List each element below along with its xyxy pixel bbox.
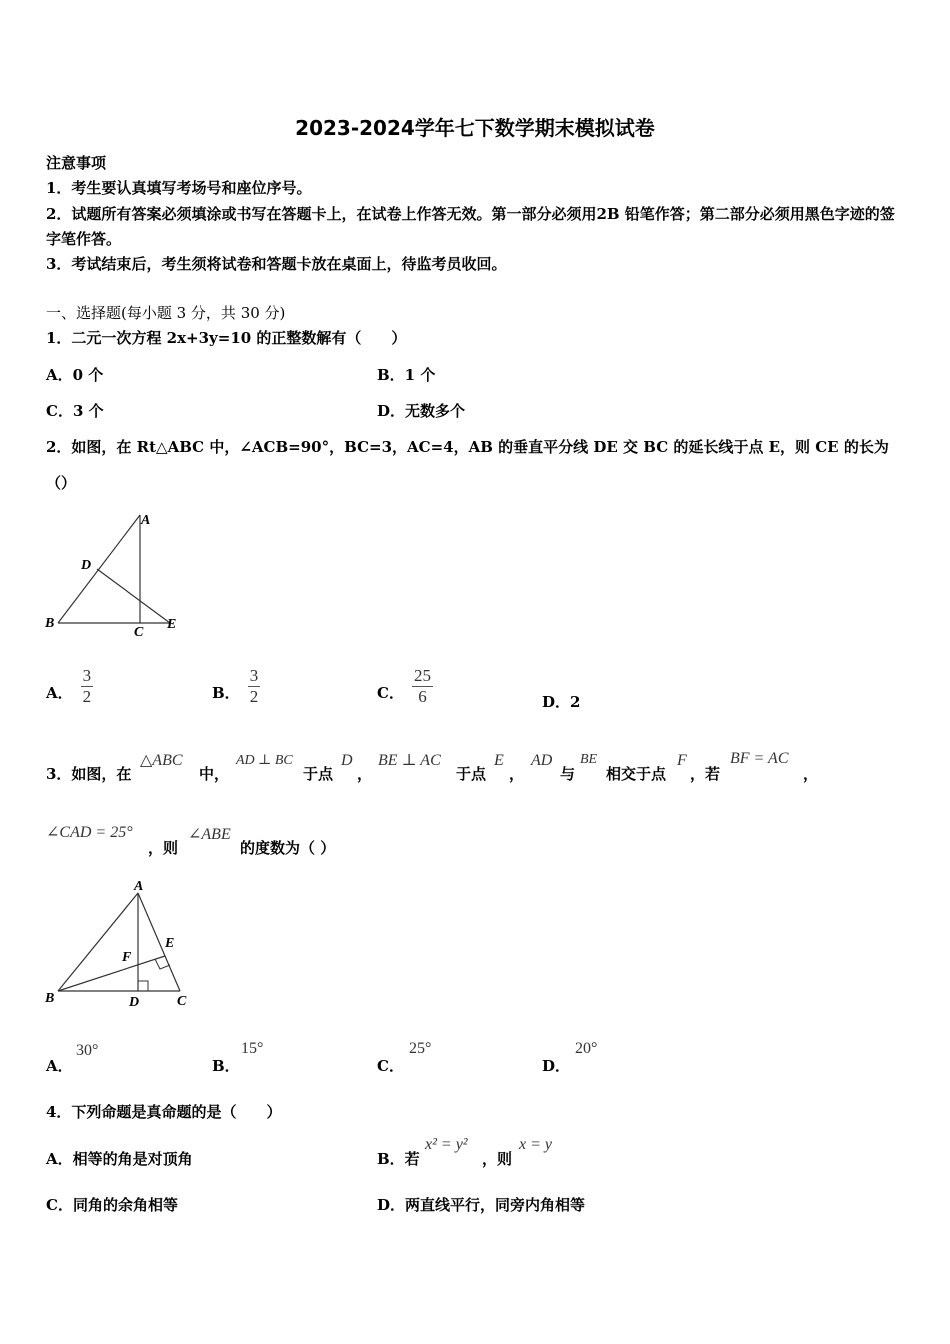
q3-label-d: D [129, 995, 140, 1010]
q2-option-b-num: 3 [249, 666, 259, 685]
q3-math-e: E [494, 752, 504, 769]
q3-label-c: C [177, 994, 187, 1009]
q3-option-c-label[interactable]: C． [377, 1057, 404, 1075]
q3-option-c-value: 25° [409, 1040, 432, 1057]
q3-label-f: F [122, 950, 132, 965]
q2-option-d[interactable]: D．2 [542, 693, 581, 711]
page-title: 2023-2024学年七下数学期末模拟试卷 [295, 116, 655, 140]
q2-label-b: B [45, 616, 55, 631]
notice-item-3: 3．考试结束后，考生须将试卷和答题卡放在桌面上，待监考员收回。 [46, 255, 507, 273]
q3-text-yudian-1: 于点 [303, 765, 334, 783]
notice-heading: 注意事项 [46, 154, 107, 172]
q4-option-b-math-1: x² = y² [425, 1136, 468, 1153]
q2-option-c-num: 25 [413, 666, 431, 685]
q2-option-b-label: B． [212, 684, 240, 702]
q2-stem-line1: 2．如图，在 Rt△ABC 中，∠ACB=90°，BC=3，AC=4，AB 的垂直平分线 DE 交 BC 的延长线于点 E，则 CE 的长为 [46, 438, 889, 456]
q4-stem: 4．下列命题是真命题的是（ ） [46, 1103, 282, 1121]
q4-option-b-text-ze: ，则 [482, 1150, 513, 1168]
q4-option-b-label[interactable]: B．若 [377, 1150, 420, 1168]
q3-math-ad-perp-bc: AD ⊥ BC [236, 753, 293, 768]
q3-text-ze: ，则 [148, 839, 179, 857]
q3-option-d-label[interactable]: D． [542, 1057, 571, 1075]
q2-option-a-den: 2 [82, 687, 92, 706]
q4-option-d[interactable]: D．两直线平行，同旁内角相等 [377, 1196, 586, 1214]
q3-math-be: BE [580, 752, 598, 767]
q3-text-xiangjiao: 相交于点 [606, 765, 667, 783]
q3-option-a-value: 30° [76, 1042, 99, 1059]
q3-comma-3: ， [803, 765, 819, 783]
notice-item-1: 1．考生要认真填写考场号和座位序号。 [46, 179, 312, 197]
q1-stem: 1．二元一次方程 2x+3y=10 的正整数解有（ ） [46, 329, 407, 347]
q4-option-a[interactable]: A．相等的角是对顶角 [46, 1150, 193, 1168]
q3-math-f: F [677, 752, 687, 769]
q3-math-be-perp-ac: BE ⊥ AC [378, 752, 441, 769]
q2-option-b-den: 2 [249, 687, 259, 706]
q2-option-b[interactable] [212, 666, 260, 707]
q3-math-angle-cad: ∠CAD = 25° [46, 824, 133, 841]
q3-text-yudian-2: 于点 [456, 765, 487, 783]
q3-label-e: E [165, 936, 175, 951]
q3-comma-2: ， [509, 765, 525, 783]
q3-text-ruo: ，若 [690, 765, 721, 783]
q3-math-angle-abe: ∠ABE [188, 826, 231, 843]
q3-text-zhong: 中， [199, 765, 230, 783]
q2-option-c-label: C． [377, 684, 404, 702]
q2-option-a-label: A． [46, 684, 73, 702]
q2-label-a: A [141, 513, 151, 528]
q2-option-b-fraction [248, 666, 261, 707]
q1-option-c[interactable]: C．3 个 [46, 402, 104, 420]
q2-option-a-fraction [81, 666, 94, 707]
q3-math-d: D [341, 752, 353, 769]
q3-text-yu: 与 [560, 765, 576, 783]
notice-item-2: 2．试题所有答案必须填涂或书写在答题卡上，在试卷上作答无效。第一部分必须用2B 铅笔作答；第二部分必须用黑色字迹的签字笔作答。 [46, 205, 895, 248]
q3-figure [40, 875, 200, 1015]
q1-option-b[interactable]: B．1 个 [377, 366, 436, 384]
q2-label-d: D [81, 558, 92, 573]
q4-option-c[interactable]: C．同角的余角相等 [46, 1196, 178, 1214]
q3-math-ad: AD [531, 752, 553, 769]
q2-figure [40, 505, 190, 640]
q3-option-d-value: 20° [575, 1040, 598, 1057]
q1-option-d[interactable]: D．无数多个 [377, 402, 466, 420]
q2-option-c-fraction [412, 666, 433, 707]
q4-option-b-math-2: x = y [519, 1136, 552, 1153]
q3-prefix: 3．如图，在 [46, 765, 132, 783]
q2-stem-line2: （） [46, 474, 77, 492]
q2-label-c: C [134, 625, 144, 640]
q2-label-e: E [167, 617, 177, 632]
q1-option-a[interactable]: A．0 个 [46, 366, 104, 384]
section-heading: 一、选择题(每小题 3 分，共 30 分) [46, 304, 286, 322]
q2-option-c[interactable] [377, 666, 433, 707]
q3-text-dushu: 的度数为（ ） [240, 839, 336, 857]
q3-math-bf-eq-ac: BF = AC [730, 750, 789, 767]
q2-option-a[interactable] [46, 666, 93, 707]
q2-option-c-den: 6 [418, 687, 427, 706]
q3-math-triangle-abc: △ABC [140, 752, 183, 769]
q3-comma-1: ， [357, 765, 373, 783]
q2-option-a-num: 3 [82, 666, 92, 685]
q3-label-b: B [45, 991, 55, 1006]
q3-option-b-label[interactable]: B． [212, 1057, 240, 1075]
q3-label-a: A [134, 879, 144, 894]
q3-option-a-label[interactable]: A． [46, 1057, 73, 1075]
q3-option-b-value: 15° [241, 1040, 264, 1057]
